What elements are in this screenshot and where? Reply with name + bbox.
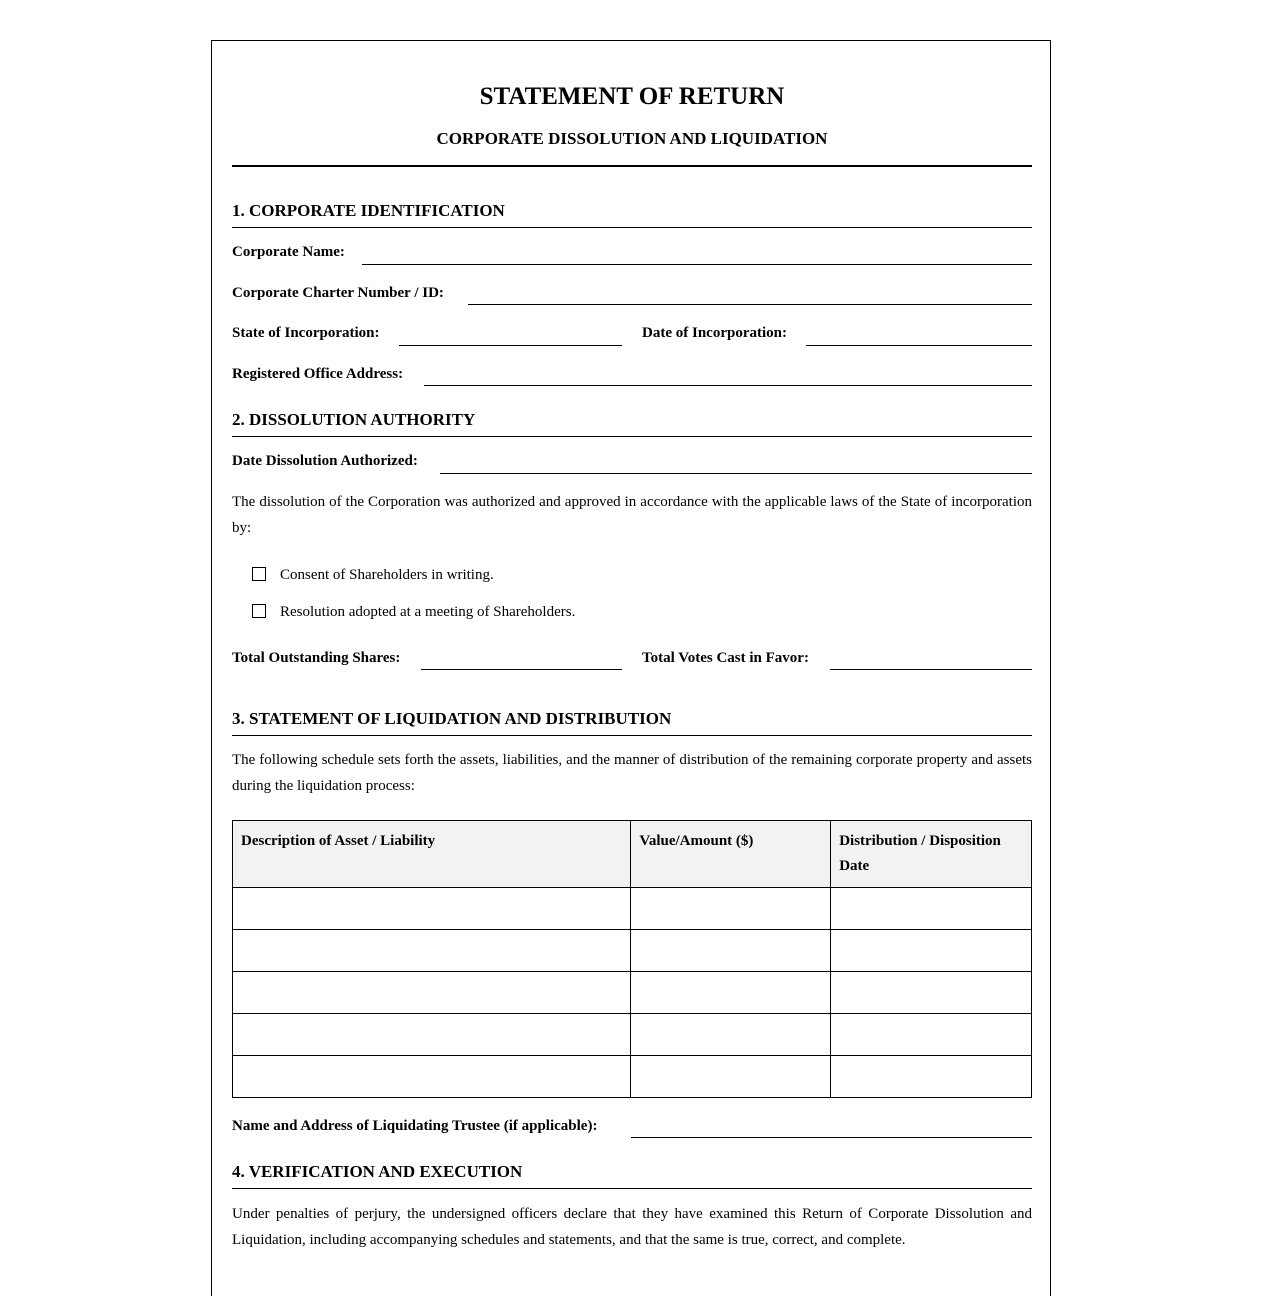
table-cell[interactable] [631,930,831,972]
state-of-incorporation-field[interactable] [399,325,622,346]
table-row [233,888,1032,930]
document-page [211,40,1051,1296]
votes-cast-field[interactable] [830,649,1032,670]
section-heading-liquidation-distribution: 3. STATEMENT OF LIQUIDATION AND DISTRIBUTION [232,709,1032,736]
table-row [233,930,1032,972]
section-heading-verification-execution: 4. VERIFICATION AND EXECUTION [232,1162,1032,1189]
document-title: STATEMENT OF RETURN [479,83,785,110]
date-of-incorporation-label: Date of Incorporation: [642,325,787,341]
column-header-distribution-date: Distribution / Disposition Date [831,821,1032,888]
option-resolution-at-meeting[interactable] [252,602,575,622]
liquidating-trustee-label: Name and Address of Liquidating Trustee (if applicable): [232,1118,598,1134]
table-cell[interactable] [233,972,631,1014]
section-heading-corporate-identification: 1. CORPORATE IDENTIFICATION [232,201,1032,228]
table-cell[interactable] [831,972,1032,1014]
table-cell[interactable] [233,888,631,930]
charter-number-field[interactable] [468,284,1032,305]
resolution-option-label: Resolution adopted at a meeting of Shareholders. [280,604,576,620]
section-heading-dissolution-authority: 2. DISSOLUTION AUTHORITY [232,410,1032,437]
state-of-incorporation-label: State of Incorporation: [232,325,380,341]
table-cell[interactable] [831,888,1032,930]
table-cell[interactable] [631,1014,831,1056]
corporate-name-label: Corporate Name: [232,244,345,260]
table-cell[interactable] [233,1014,631,1056]
table-row [233,1014,1032,1056]
consent-checkbox[interactable] [252,567,266,581]
table-row [233,1056,1032,1098]
table-header-row [233,821,1032,888]
outstanding-shares-label: Total Outstanding Shares: [232,650,401,666]
table-cell[interactable] [831,1014,1032,1056]
verification-paragraph: Under penalties of perjury, the undersigned officers declare that they have examined this Return of Corporate Dissolution and Liquidation, including accompanying schedules and statements, and that the same is true, correct, and complete. [232,1206,1032,1248]
schedule-paragraph: The following schedule sets forth the assets, liabilities, and the manner of distribution of the remaining corporate property and assets during the liquidation process: [232,752,1032,794]
table-cell[interactable] [631,1056,831,1098]
document-subtitle: CORPORATE DISSOLUTION AND LIQUIDATION [436,129,828,148]
table-cell[interactable] [233,930,631,972]
table-cell[interactable] [631,972,831,1014]
corporate-name-field[interactable] [362,244,1032,265]
table-cell[interactable] [233,1056,631,1098]
table-cell[interactable] [831,930,1032,972]
votes-cast-label: Total Votes Cast in Favor: [642,650,809,666]
outstanding-shares-field[interactable] [421,649,622,670]
registered-address-label: Registered Office Address: [232,366,404,382]
title-divider [232,165,1032,167]
authorization-paragraph: The dissolution of the Corporation was authorized and approved in accordance with the applicable laws of the State of incorporation by: [232,494,1032,536]
table-row [233,972,1032,1014]
charter-number-label: Corporate Charter Number / ID: [232,285,444,301]
table-cell[interactable] [831,1056,1032,1098]
option-consent-in-writing[interactable] [252,565,494,585]
table-cell[interactable] [631,888,831,930]
date-authorized-label: Date Dissolution Authorized: [232,453,418,469]
date-of-incorporation-field[interactable] [806,325,1032,346]
liquidation-schedule-table [232,820,1032,1098]
column-header-description: Description of Asset / Liability [233,821,631,888]
liquidating-trustee-field[interactable] [631,1117,1032,1138]
date-authorized-field[interactable] [440,453,1032,474]
registered-address-field[interactable] [424,365,1032,386]
resolution-checkbox[interactable] [252,604,266,618]
column-header-value: Value/Amount ($) [631,821,831,888]
consent-option-label: Consent of Shareholders in writing. [280,567,494,583]
